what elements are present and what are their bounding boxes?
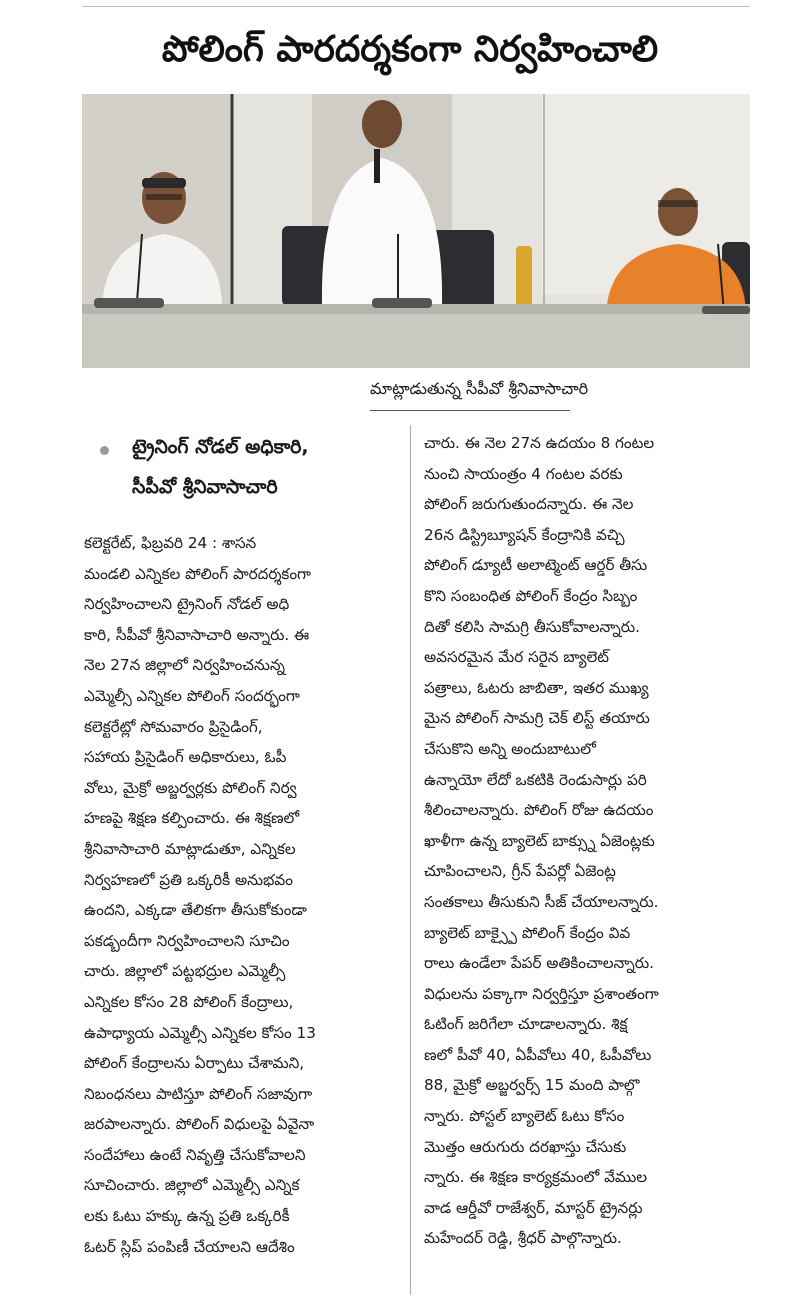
text-line: చేసుకొని అన్ని అందుబాటులో: [424, 739, 596, 758]
photo-caption: మాట్లాడుతున్న సీపీవో శ్రీనివాసాచారి: [370, 379, 589, 398]
text-line: సందేహాలు ఉంటే నివృత్తి చేసుకోవాలని: [84, 1145, 306, 1164]
text-line: అవసరమైన మేర సరైన బ్యాలెట్: [424, 648, 609, 667]
text-line: వాడ ఆర్డీవో రాజేశ్వర్, మాస్టర్ ట్రైనర్లు: [424, 1198, 643, 1217]
news-photo-illustration: [82, 94, 750, 368]
text-line: ణలో పీవో 40, ఏపీవోలు 40, ఓపీవోలు: [424, 1045, 652, 1064]
text-line: నిబంధనలు పాటిస్తూ పోలింగ్ సజావుగా: [84, 1084, 313, 1103]
text-line: 26న డిస్ట్రిబ్యూషన్ కేంద్రానికి వచ్చి: [424, 525, 625, 544]
text-line: ఉందని, ఎక్కడా తేలికగా తీసుకోకుండా: [84, 901, 307, 920]
text-line: నిర్వహించాలని ట్రైనింగ్ నోడల్ అధి: [84, 595, 290, 614]
text-line: శ్రీనివాసాచారి మాట్లాడుతూ, ఎన్నికల: [84, 839, 296, 858]
text-line: పకడ్బందీగా నిర్వహించాలని సూచిం: [84, 931, 290, 950]
text-line: పత్రాలు, ఓటరు జాబితా, ఇతర ముఖ్య: [424, 678, 649, 697]
text-line: ఖాళీగా ఉన్న బ్యాలెట్ బాక్స్ను ఏజెంట్లకు: [424, 831, 655, 850]
text-line: మొత్తం ఆరుగురు దరఖాస్తు చేసుకు: [424, 1137, 627, 1156]
text-line: కొని సంబంధిత పోలింగ్ కేంద్రం సిబ్బం: [424, 586, 638, 605]
headline: పోలింగ్ పారదర్శకంగా నిర్వహించాలి: [161, 29, 659, 70]
text-line: విధులను పక్కాగా నిర్వర్తిస్తూ ప్రశాంతంగా: [424, 984, 659, 1003]
text-line: న్నారు. ఈ శిక్షణ కార్యక్రమంలో వేముల: [424, 1168, 648, 1187]
column-divider: [410, 425, 411, 1295]
left-column-text: [84, 528, 402, 1262]
text-line: నెల 27న జిల్లాలో నిర్వహించనున్న: [84, 656, 286, 675]
text-line: కలెక్టరేట్, ఫిబ్రవరి 24 : శాసన: [84, 534, 257, 552]
text-line: ఉన్నాయో లేదో ఒకటికి రెండుసార్లు పరి: [424, 770, 647, 789]
text-line: న్నారు. పోస్టల్ బ్యాలెట్ ఓటు కోసం: [424, 1107, 625, 1126]
bullet-icon: [100, 446, 109, 455]
text-line: ఓటింగ్ జరిగేలా చూడాలన్నారు. శిక్ష: [424, 1015, 628, 1034]
subheading-line: ట్రైనింగ్ నోడల్ అధికారి,: [132, 436, 309, 458]
text-line: నిర్వహణలో ప్రతి ఒక్కరికీ అనుభవం: [84, 870, 293, 889]
text-line: 88, మైక్రో అబ్జర్వర్స్ 15 మంది పాల్గొ: [424, 1076, 640, 1095]
text-line: మైన పోలింగ్ సామగ్రి చెక్ లిస్ట్ తయారు: [424, 709, 650, 728]
text-line: సూచించారు. జిల్లాలో ఎమ్మెల్సీ ఎన్నిక: [84, 1176, 300, 1195]
text-line: వోలు, మైక్రో అబ్జర్వర్లకు పోలింగ్ నిర్వ: [84, 778, 297, 797]
text-line: పోలింగ్ జరుగుతుందన్నారు. ఈ నెల: [424, 495, 634, 514]
text-line: మహేందర్ రెడ్డి, శ్రీధర్ పాల్గొన్నారు.: [424, 1229, 622, 1248]
subheading-block: [92, 432, 402, 512]
text-line: జరపాలన్నారు. పోలింగ్ విధులపై ఏవైనా: [84, 1115, 315, 1134]
text-line: ఉపాధ్యాయ ఎమ్మెల్సీ ఎన్నికల కోసం 13: [84, 1023, 316, 1042]
text-line: నుంచి సాయంత్రం 4 గంటల వరకు: [424, 464, 623, 483]
text-line: సంతకాలు తీసుకుని సీజ్ చేయాలన్నారు.: [424, 892, 659, 911]
news-photo: [82, 94, 750, 368]
text-line: కలెక్టరేట్లో సోమవారం ప్రిసైడింగ్,: [84, 717, 263, 736]
text-line: పోలింగ్ డ్యూటీ అలాట్మెంట్ ఆర్డర్ తీసు: [424, 556, 648, 575]
text-line: కారి, సీపీవో శ్రీనివాసాచారి అన్నారు. ఈ: [84, 625, 310, 644]
text-line: చారు. ఈ నెల 27న ఉదయం 8 గంటల: [424, 434, 655, 452]
text-line: పోలింగ్ కేంద్రాలను ఏర్పాటు చేశామని,: [84, 1054, 305, 1073]
right-column-text: [424, 428, 754, 1254]
caption-underline: [370, 410, 570, 411]
text-line: ఓటర్ స్లిప్ పంపిణీ చేయాలని ఆదేశిం: [84, 1237, 295, 1256]
text-line: లకు ఓటు హక్కు ఉన్న ప్రతి ఒక్కరికీ: [84, 1207, 290, 1226]
text-line: సహాయ ప్రిసైడింగ్ అధికారులు, ఓపీ: [84, 748, 287, 767]
top-rule: [82, 6, 750, 7]
text-line: హణపై శిక్షణ కల్పించారు. ఈ శిక్షణలో: [84, 809, 300, 828]
text-line: బ్యాలెట్ బాక్స్పై పోలింగ్ కేంద్రం వివ: [424, 923, 631, 942]
text-line: ఎమ్మెల్సీ ఎన్నికల పోలింగ్ సందర్భంగా: [84, 686, 300, 705]
text-line: చారు. జిల్లాలో పట్టభద్రుల ఎమ్మెల్సీ: [84, 962, 286, 981]
text-line: చూపించాలని, గ్రీన్ పేపర్లో ఏజెంట్ల: [424, 862, 616, 881]
text-line: మండలి ఎన్నికల పోలింగ్ పారదర్శకంగా: [84, 564, 312, 583]
text-line: దితో కలిసి సామగ్రి తీసుకోవాలన్నారు.: [424, 617, 640, 636]
text-line: శీలించాలన్నారు. పోలింగ్ రోజు ఉదయం: [424, 801, 654, 820]
subheading-line: సీపీవో శ్రీనివాసాచారి: [132, 476, 278, 498]
text-line: ఎన్నికల కోసం 28 పోలింగ్ కేంద్రాలు,: [84, 992, 294, 1011]
text-line: రాలు ఉండేలా పేపర్ అతికించాలన్నారు.: [424, 954, 654, 973]
